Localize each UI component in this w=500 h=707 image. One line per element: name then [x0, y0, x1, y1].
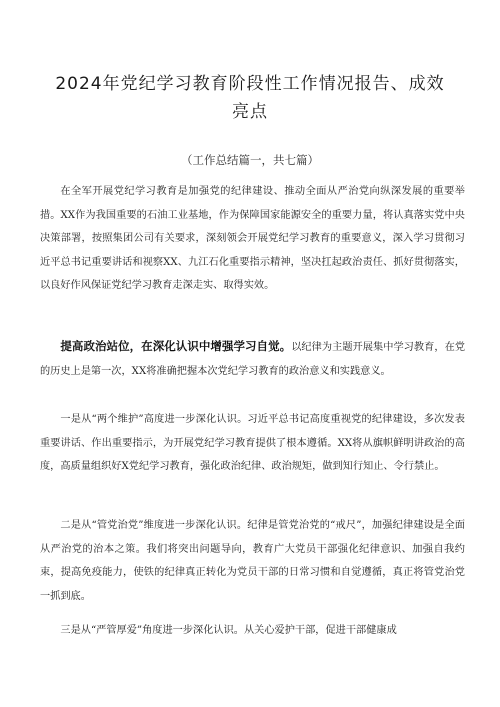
paragraph — [40, 514, 465, 608]
paragraph — [40, 408, 465, 479]
paragraph — [40, 619, 465, 643]
paragraph-text: 在全军开展党纪学习教育是加强党的纪律建设、推动全面从严治党向纵深发展的重要举措。XX作为我国重要的石油工业基地，作为保障国家能源安全的重要力量，将认真落实党中央决策部署，按照集团公司有关要求，深刻领会开展党纪学习教育的重要意义，深入学习贯彻习近平总书记重要讲话和视察XX、九江石化重要指示精神，坚决扛起政治责任、抓好贯彻落实，以良好作风保证党纪学习教育走深走实、取得实效。 — [40, 186, 465, 292]
paragraph — [40, 180, 465, 298]
paragraph-text: 以纪律为主题开展集中学习教育，在党的历史上是第一次，XX将准确把握本次党纪学习教育的政治意义和实践意义。 — [40, 342, 466, 377]
paragraph-text: 三是从“严管厚爱”角度进一步深化认识。从关心爱护干部，促进干部健康成 — [60, 625, 397, 636]
paragraph — [40, 335, 465, 383]
paragraph-lead: 提高政治站位，在深化认识中增强学习自觉。 — [60, 339, 292, 353]
document-title: 2024年党纪学习教育阶段性工作情况报告、成效亮点 — [55, 74, 445, 122]
paragraph-text: 一是从“两个维护”高度进一步深化认识。习近平总书记高度重视党的纪律建设，多次发表重要讲话、作出重要指示，为开展党纪学习教育提供了根本遵循。XX将从旗帜鲜明讲政治的高度，高质量组织好X党纪学习教育，强化政治纪律、政治规矩，做到知行知止、令行禁止。 — [40, 414, 465, 473]
document-subtitle: （工作总结篇一，共七篇） — [181, 153, 319, 167]
paragraph-text: 二是从“管党治党”维度进一步深化认识。纪律是管党治党的“戒尺”，加强纪律建设是全面从严治党的治本之策。我们将突出问题导向，教育广大党员干部强化纪律意识、加强自我约束，提高免疫能力，使铁的纪律真正转化为党员干部的日常习惯和自觉遵循，真正将管党治党一抓到底。 — [40, 520, 465, 602]
